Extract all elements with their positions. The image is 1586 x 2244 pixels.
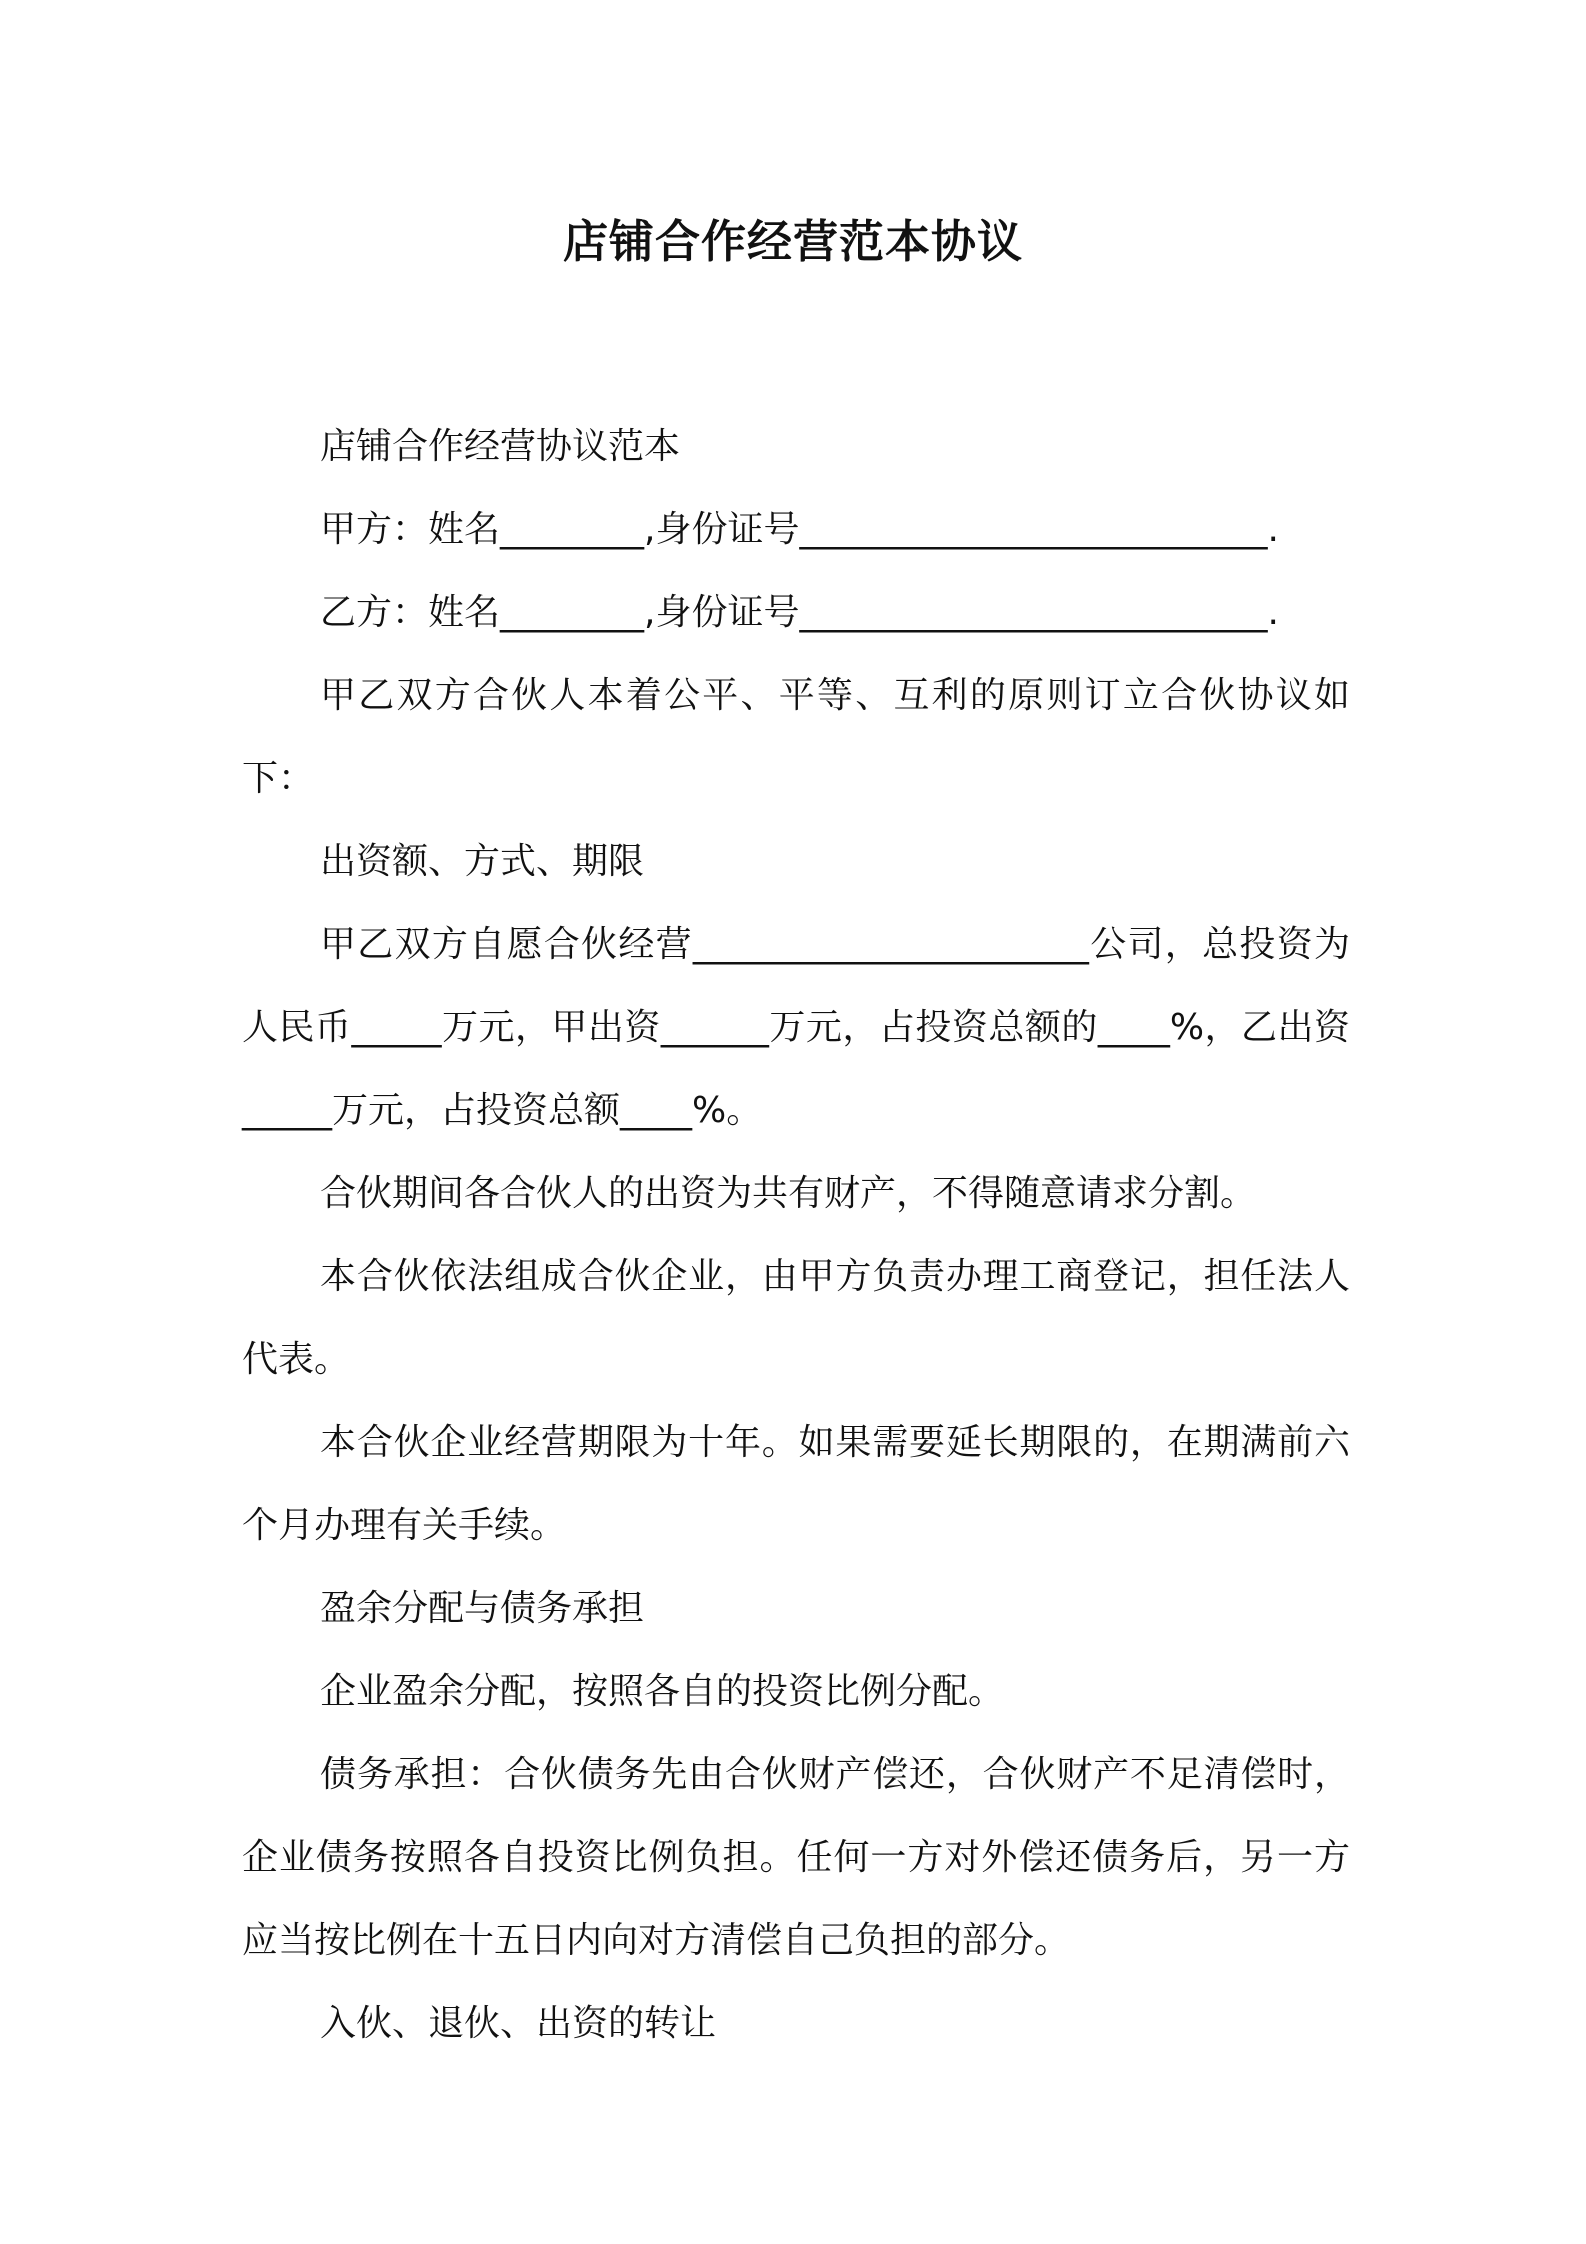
paragraph-profit: 企业盈余分配，按照各自的投资比例分配。 (320, 1671, 1005, 1712)
paragraph-shared-property: 合伙期间各合伙人的出资为共有财产，不得随意请求分割。 (320, 1173, 1257, 1214)
paragraph-registration: 本合伙依法组成合伙企业，由甲方负责办理工商登记，担任法人代表。 (242, 1256, 1350, 1380)
paragraph-term: 本合伙企业经营期限为十年。如果需要延长期限的，在期满前六个月办理有关手续。 (242, 1422, 1350, 1546)
paragraph-debt: 债务承担：合伙债务先由合伙财产偿还，合伙财产不足清偿时，企业债务按照各自投资比例负担。任何一方对外偿还债务后，另一方应当按比例在十五日内向对方清偿自己负担的部分。 (242, 1754, 1350, 1961)
section-heading-capital: 出资额、方式、期限 (320, 841, 645, 882)
document-title: 店铺合作经营范本协议 (562, 215, 1023, 268)
paragraph-heading-sample: 店铺合作经营协议范本 (320, 426, 681, 467)
section-heading-profit-debt: 盈余分配与债务承担 (320, 1588, 645, 1629)
section-heading-transfer: 入伙、退伙、出资的转让 (320, 2003, 717, 2044)
paragraph-principle: 甲乙双方合伙人本着公平、平等、互利的原则订立合伙协议如下： (242, 675, 1350, 799)
paragraph-party-b: 乙方：姓名________,身份证号__________________________. (320, 592, 1279, 633)
document-body (242, 405, 1350, 2065)
paragraph-party-a: 甲方：姓名________,身份证号__________________________. (320, 509, 1279, 550)
paragraph-capital: 甲乙双方自愿合伙经营______________________公司，总投资为人民币_____万元，甲出资______万元，占投资总额的____%，乙出资_____万元，占投资总额____%。 (242, 924, 1350, 1131)
